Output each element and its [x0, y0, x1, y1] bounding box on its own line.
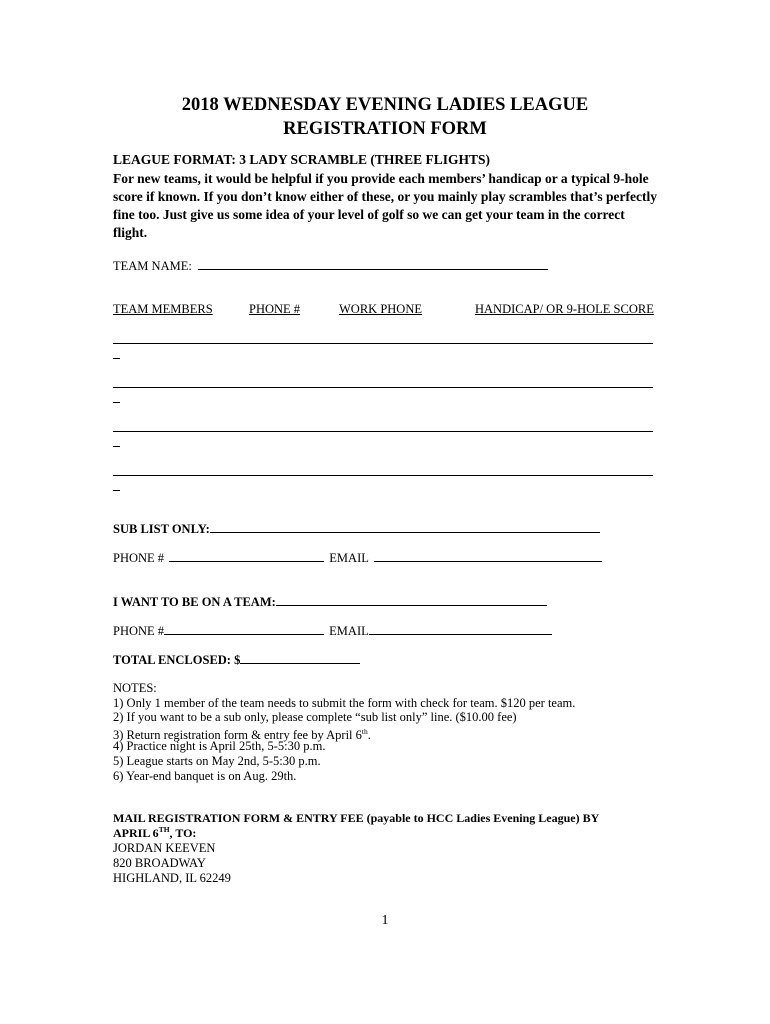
- sub-email-label: EMAIL: [329, 551, 369, 565]
- sub-list-blank[interactable]: [210, 521, 600, 533]
- mail-deadline-sup: TH: [158, 825, 170, 834]
- member-line-2-wrap: [113, 402, 120, 403]
- column-work-phone: [339, 302, 474, 317]
- intro-paragraph: For new teams, it would be helpful if you provide each members’ handicap or a typical 9-hole score if known. If you don’t know either of these, or you mainly play scrambles that’s perfectly fine too. Just give us some idea of your level of golf so we can get your team in the correct flight.: [113, 171, 657, 240]
- note-item-3-text: 3) Return registration form & entry fee by April 6: [113, 727, 362, 742]
- note-item: 5) League starts on May 2nd, 5-5:30 p.m.: [113, 753, 321, 768]
- note-item-3-end: .: [367, 727, 371, 742]
- total-enclosed-field[interactable]: [113, 652, 360, 668]
- note-item: 6) Year-end banquet is on Aug. 29th.: [113, 768, 297, 783]
- mail-deadline: APRIL 6: [113, 826, 159, 840]
- mail-city: HIGHLAND, IL 62249: [113, 871, 231, 885]
- note-item: 1) Only 1 member of the team needs to submit the form with check for team. $120 per team.: [113, 695, 576, 710]
- want-team-field[interactable]: [113, 594, 547, 610]
- league-format: LEAGUE FORMAT: 3 LADY SCRAMBLE (THREE FLIGHTS): [113, 152, 491, 167]
- want-team-blank[interactable]: [276, 594, 547, 606]
- column-handicap: HANDICAP/ OR 9-HOLE SCORE: [475, 302, 654, 316]
- member-line-4-wrap: [113, 490, 120, 491]
- mail-street: 820 BROADWAY: [113, 856, 206, 870]
- note-item-3-sup: th: [361, 726, 368, 736]
- notes-section: [113, 681, 575, 783]
- member-line-3[interactable]: [113, 431, 653, 432]
- note-item: [113, 725, 575, 740]
- member-line-4[interactable]: [113, 475, 653, 476]
- sub-contact-row: [113, 550, 602, 566]
- mail-instructions-line1: MAIL REGISTRATION FORM & ENTRY FEE (payable to HCC Ladies Evening League) BY: [113, 811, 600, 825]
- column-phone: PHONE #: [249, 302, 301, 316]
- page-number: 1: [381, 913, 389, 928]
- total-enclosed-blank[interactable]: [240, 652, 360, 664]
- member-line-1[interactable]: [113, 343, 653, 344]
- member-line-3-wrap: [113, 446, 120, 447]
- mail-deadline-to: , TO:: [169, 826, 197, 840]
- team-name-field[interactable]: [113, 258, 548, 274]
- sub-email-blank[interactable]: [374, 550, 602, 562]
- member-line-2[interactable]: [113, 387, 653, 388]
- want-team-label: I WANT TO BE ON A TEAM:: [113, 595, 276, 609]
- note-item: 4) Practice night is April 25th, 5-5:30 p.m.: [113, 739, 326, 754]
- note-item: 2) If you want to be a sub only, please complete “sub list only” line. ($10.00 fee): [113, 710, 517, 725]
- want-team-email-blank[interactable]: [369, 623, 552, 635]
- notes-heading: NOTES:: [113, 681, 157, 695]
- member-line-1-wrap: [113, 358, 120, 359]
- column-work-phone-text: WORK PHONE: [339, 302, 422, 316]
- want-team-contact-row: [113, 623, 552, 639]
- form-title-line2: REGISTRATION FORM: [283, 119, 487, 139]
- sub-list-field[interactable]: [113, 521, 600, 537]
- team-name-label: TEAM NAME:: [113, 259, 192, 273]
- column-team-members: TEAM MEMBERS: [113, 302, 213, 316]
- mail-recipient-name: JORDAN KEEVEN: [113, 841, 216, 855]
- team-name-blank[interactable]: [198, 258, 548, 270]
- sub-phone-blank[interactable]: [169, 550, 324, 562]
- form-title-line1: 2018 WEDNESDAY EVENING LADIES LEAGUE: [181, 95, 589, 115]
- want-team-email-label: EMAIL: [329, 624, 369, 638]
- sub-phone-label: PHONE #: [113, 551, 165, 565]
- mail-instructions-line2: [113, 825, 196, 841]
- want-team-phone-label: PHONE #: [113, 624, 165, 638]
- total-enclosed-label: TOTAL ENCLOSED: $: [113, 653, 241, 667]
- want-team-phone-blank[interactable]: [164, 623, 324, 635]
- sub-list-label: SUB LIST ONLY:: [113, 522, 210, 536]
